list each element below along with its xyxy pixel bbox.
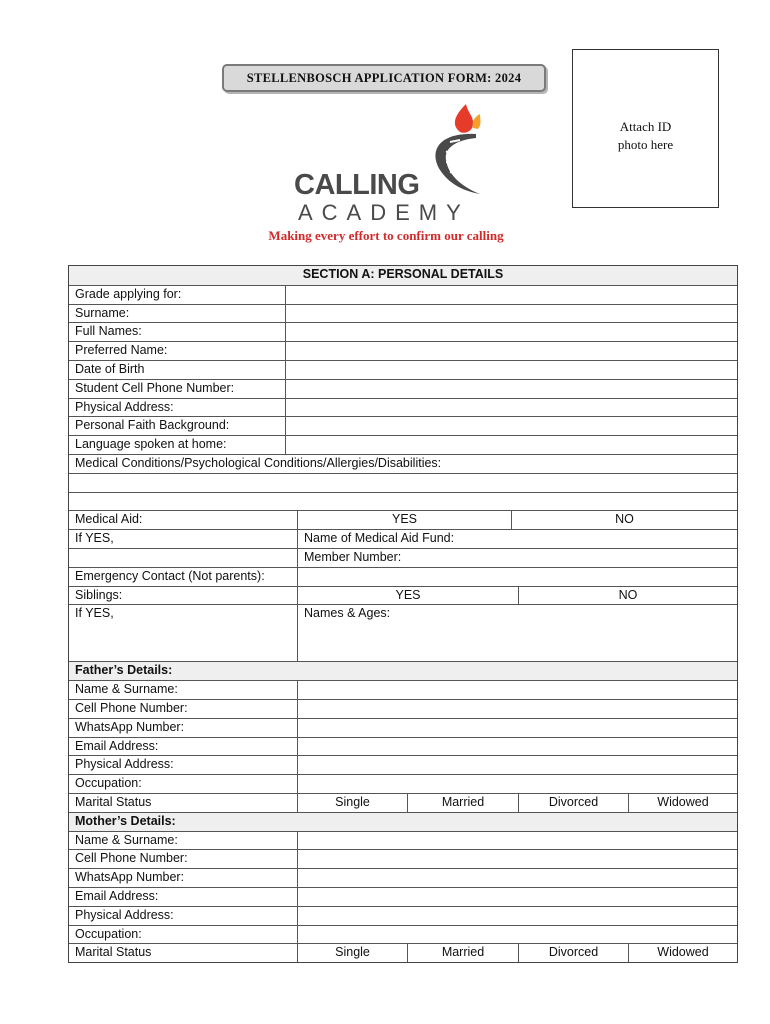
siblings-names-ages-input[interactable]: Names & Ages: xyxy=(297,605,737,661)
form-title: STELLENBOSCH APPLICATION FORM: 2024 xyxy=(222,64,546,92)
member-number-input[interactable]: Member Number: xyxy=(297,549,737,567)
medical-conditions-label: Medical Conditions/Psychological Conditions/Allergies/Disabilities: xyxy=(75,455,442,470)
field-label: Email Address: xyxy=(75,888,159,903)
siblings-no-option[interactable]: NO xyxy=(518,587,737,605)
photo-text-line1: Attach ID xyxy=(619,119,672,134)
field-label: WhatsApp Number: xyxy=(75,719,185,734)
medical-aid-yes-option[interactable]: YES xyxy=(297,511,511,529)
home-language-input[interactable] xyxy=(285,436,737,454)
field-row xyxy=(69,360,737,379)
field-row xyxy=(69,379,737,398)
field-row xyxy=(69,398,737,417)
date-of-birth-input[interactable] xyxy=(285,361,737,379)
field-row xyxy=(69,925,737,944)
father-section-title: Father’s Details: xyxy=(75,663,173,678)
father-whatsapp-input[interactable] xyxy=(297,719,737,737)
field-row xyxy=(69,435,737,454)
field-label: Email Address: xyxy=(75,738,159,753)
mother-section-header xyxy=(69,812,737,831)
field-row xyxy=(69,529,737,548)
field-row xyxy=(69,680,737,699)
field-label: Marital Status xyxy=(75,794,152,809)
field-row xyxy=(69,699,737,718)
father-marital-single[interactable]: Single xyxy=(297,794,407,812)
field-row xyxy=(69,416,737,435)
field-label: Name & Surname: xyxy=(75,682,178,697)
field-label: Student Cell Phone Number: xyxy=(75,380,235,395)
field-label: Physical Address: xyxy=(75,757,174,772)
field-label: Occupation: xyxy=(75,776,142,791)
mother-marital-married[interactable]: Married xyxy=(407,944,518,962)
field-label: WhatsApp Number: xyxy=(75,870,185,885)
grade-input[interactable] xyxy=(285,286,737,304)
field-row xyxy=(69,793,737,812)
field-row xyxy=(69,454,737,473)
application-form-table xyxy=(68,265,738,963)
field-row xyxy=(69,604,737,661)
flame-red-shape xyxy=(455,104,473,133)
father-name-input[interactable] xyxy=(297,681,737,699)
mother-name-input[interactable] xyxy=(297,832,737,850)
field-label: If YES, xyxy=(75,531,114,546)
tagline: Making every effort to confirm our calling xyxy=(268,228,504,243)
field-row xyxy=(69,737,737,756)
torch-horn-shape xyxy=(436,134,481,194)
field-label: Grade applying for: xyxy=(75,286,182,301)
student-cell-input[interactable] xyxy=(285,380,737,398)
mother-section-title: Mother’s Details: xyxy=(75,813,176,828)
flame-orange-shape xyxy=(473,114,481,129)
medical-conditions-input-1[interactable] xyxy=(69,473,737,492)
surname-input[interactable] xyxy=(285,305,737,323)
field-label: Preferred Name: xyxy=(75,343,168,358)
mother-marital-single[interactable]: Single xyxy=(297,944,407,962)
father-marital-divorced[interactable]: Divorced xyxy=(518,794,628,812)
photo-placeholder[interactable] xyxy=(572,49,719,208)
mother-email-input[interactable] xyxy=(297,888,737,906)
field-row xyxy=(69,567,737,586)
mother-cell-input[interactable] xyxy=(297,850,737,868)
field-row xyxy=(69,868,737,887)
preferred-name-input[interactable] xyxy=(285,342,737,360)
field-row xyxy=(69,285,737,304)
field-row xyxy=(69,943,737,962)
field-row xyxy=(69,586,737,605)
field-label: Surname: xyxy=(75,305,130,320)
field-label: Personal Faith Background: xyxy=(75,418,230,433)
field-row xyxy=(69,831,737,850)
father-section-header xyxy=(69,661,737,680)
field-label: Cell Phone Number: xyxy=(75,851,188,866)
field-label: Language spoken at home: xyxy=(75,437,227,452)
field-row xyxy=(69,341,737,360)
calling-academy-logo xyxy=(290,102,500,228)
field-label-empty xyxy=(69,549,297,567)
field-row xyxy=(69,510,737,529)
photo-text-line2: photo here xyxy=(617,137,674,152)
field-label: Physical Address: xyxy=(75,399,174,414)
field-row xyxy=(69,304,737,323)
field-label: Physical Address: xyxy=(75,907,174,922)
field-label: Marital Status xyxy=(75,945,152,960)
father-email-input[interactable] xyxy=(297,738,737,756)
father-cell-input[interactable] xyxy=(297,700,737,718)
logo-word-academy: ACADEMY xyxy=(298,200,470,225)
siblings-yes-option[interactable]: YES xyxy=(297,587,518,605)
mother-occupation-input[interactable] xyxy=(297,926,737,944)
field-row xyxy=(69,774,737,793)
section-a-title: SECTION A: PERSONAL DETAILS xyxy=(302,267,504,281)
physical-address-input[interactable] xyxy=(285,399,737,417)
field-label: Name & Surname: xyxy=(75,832,178,847)
mother-address-input[interactable] xyxy=(297,907,737,925)
emergency-contact-input[interactable] xyxy=(297,568,737,586)
father-address-input[interactable] xyxy=(297,756,737,774)
mother-marital-divorced[interactable]: Divorced xyxy=(518,944,628,962)
full-names-input[interactable] xyxy=(285,323,737,341)
mother-whatsapp-input[interactable] xyxy=(297,869,737,887)
field-row xyxy=(69,322,737,341)
logo-word-calling: CALLING xyxy=(294,169,420,201)
field-label: If YES, xyxy=(75,606,114,621)
field-label: Full Names: xyxy=(75,324,142,339)
field-label: Emergency Contact (Not parents): xyxy=(75,568,265,583)
field-label: Cell Phone Number: xyxy=(75,700,188,715)
field-label: Occupation: xyxy=(75,926,142,941)
field-row xyxy=(69,887,737,906)
father-marital-married[interactable]: Married xyxy=(407,794,518,812)
field-label: Siblings: xyxy=(75,587,123,602)
field-label: Date of Birth xyxy=(75,361,145,376)
mother-marital-widowed[interactable]: Widowed xyxy=(628,944,737,962)
medical-aid-fund-input[interactable]: Name of Medical Aid Fund: xyxy=(297,530,737,548)
field-row xyxy=(69,755,737,774)
father-occupation-input[interactable] xyxy=(297,775,737,793)
field-row xyxy=(69,548,737,567)
field-row xyxy=(69,718,737,737)
field-label: Medical Aid: xyxy=(75,512,143,527)
father-marital-widowed[interactable]: Widowed xyxy=(628,794,737,812)
section-a-header xyxy=(69,266,737,285)
medical-aid-no-option[interactable]: NO xyxy=(511,511,737,529)
field-row xyxy=(69,849,737,868)
field-row xyxy=(69,906,737,925)
medical-conditions-input-2[interactable] xyxy=(69,492,737,511)
faith-background-input[interactable] xyxy=(285,417,737,435)
